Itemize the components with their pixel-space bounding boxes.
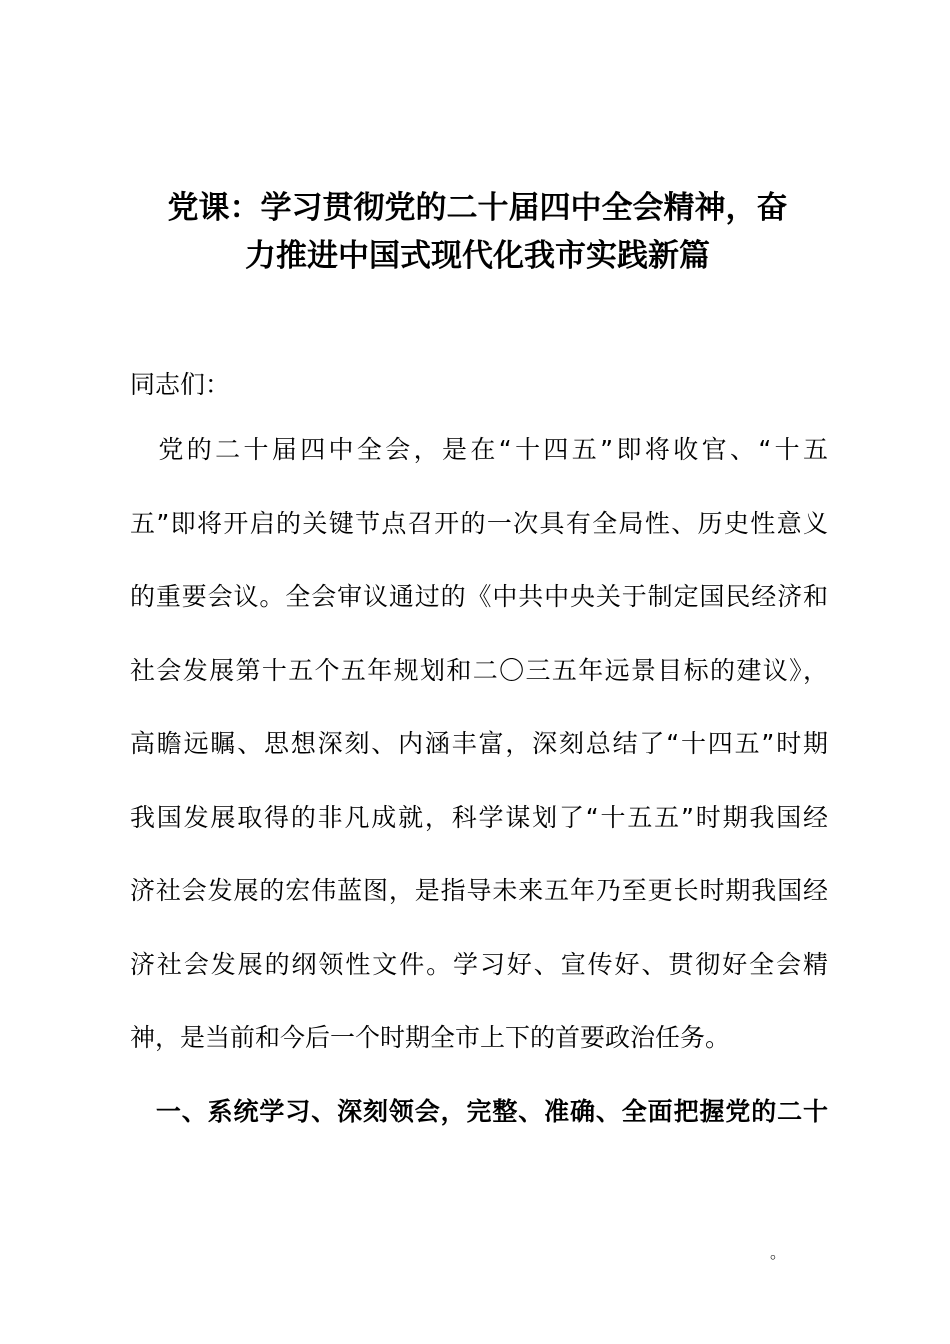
paragraph-line: 五”即将开启的关键节点召开的一次具有全局性、历史性意义 bbox=[130, 509, 828, 538]
paragraph-line: 社会发展第十五个五年规划和二〇三五年远景目标的建议》， bbox=[130, 656, 828, 685]
paragraph-line: 高瞻远瞩、思想深刻、内涵丰富，深刻总结了“十四五”时期 bbox=[130, 729, 828, 758]
salutation: 同志们： bbox=[130, 370, 231, 399]
title-line-2: 力推进中国式现代化我市实践新篇 bbox=[245, 238, 710, 274]
paragraph-line: 党的二十届四中全会，是在“十四五”即将收官、“十五 bbox=[130, 435, 828, 464]
paragraph-line: 济社会发展的纲领性文件。学习好、宣传好、贯彻好全会精 bbox=[130, 950, 828, 979]
paragraph-line: 神，是当前和今后一个时期全市上下的首要政治任务。 bbox=[130, 1023, 731, 1052]
footer-mark: 。 bbox=[770, 1243, 787, 1262]
paragraph-line: 济社会发展的宏伟蓝图，是指导未来五年乃至更长时期我国经 bbox=[130, 876, 828, 905]
title-line-1: 党课：学习贯彻党的二十届四中全会精神，奋 bbox=[167, 190, 788, 226]
paragraph-line: 我国发展取得的非凡成就，科学谋划了“十五五”时期我国经 bbox=[130, 803, 828, 832]
section-heading: 一、系统学习、深刻领会，完整、准确、全面把握党的二十 bbox=[130, 1097, 828, 1126]
paragraph-line: 的重要会议。全会审议通过的《中共中央关于制定国民经济和 bbox=[130, 582, 828, 611]
